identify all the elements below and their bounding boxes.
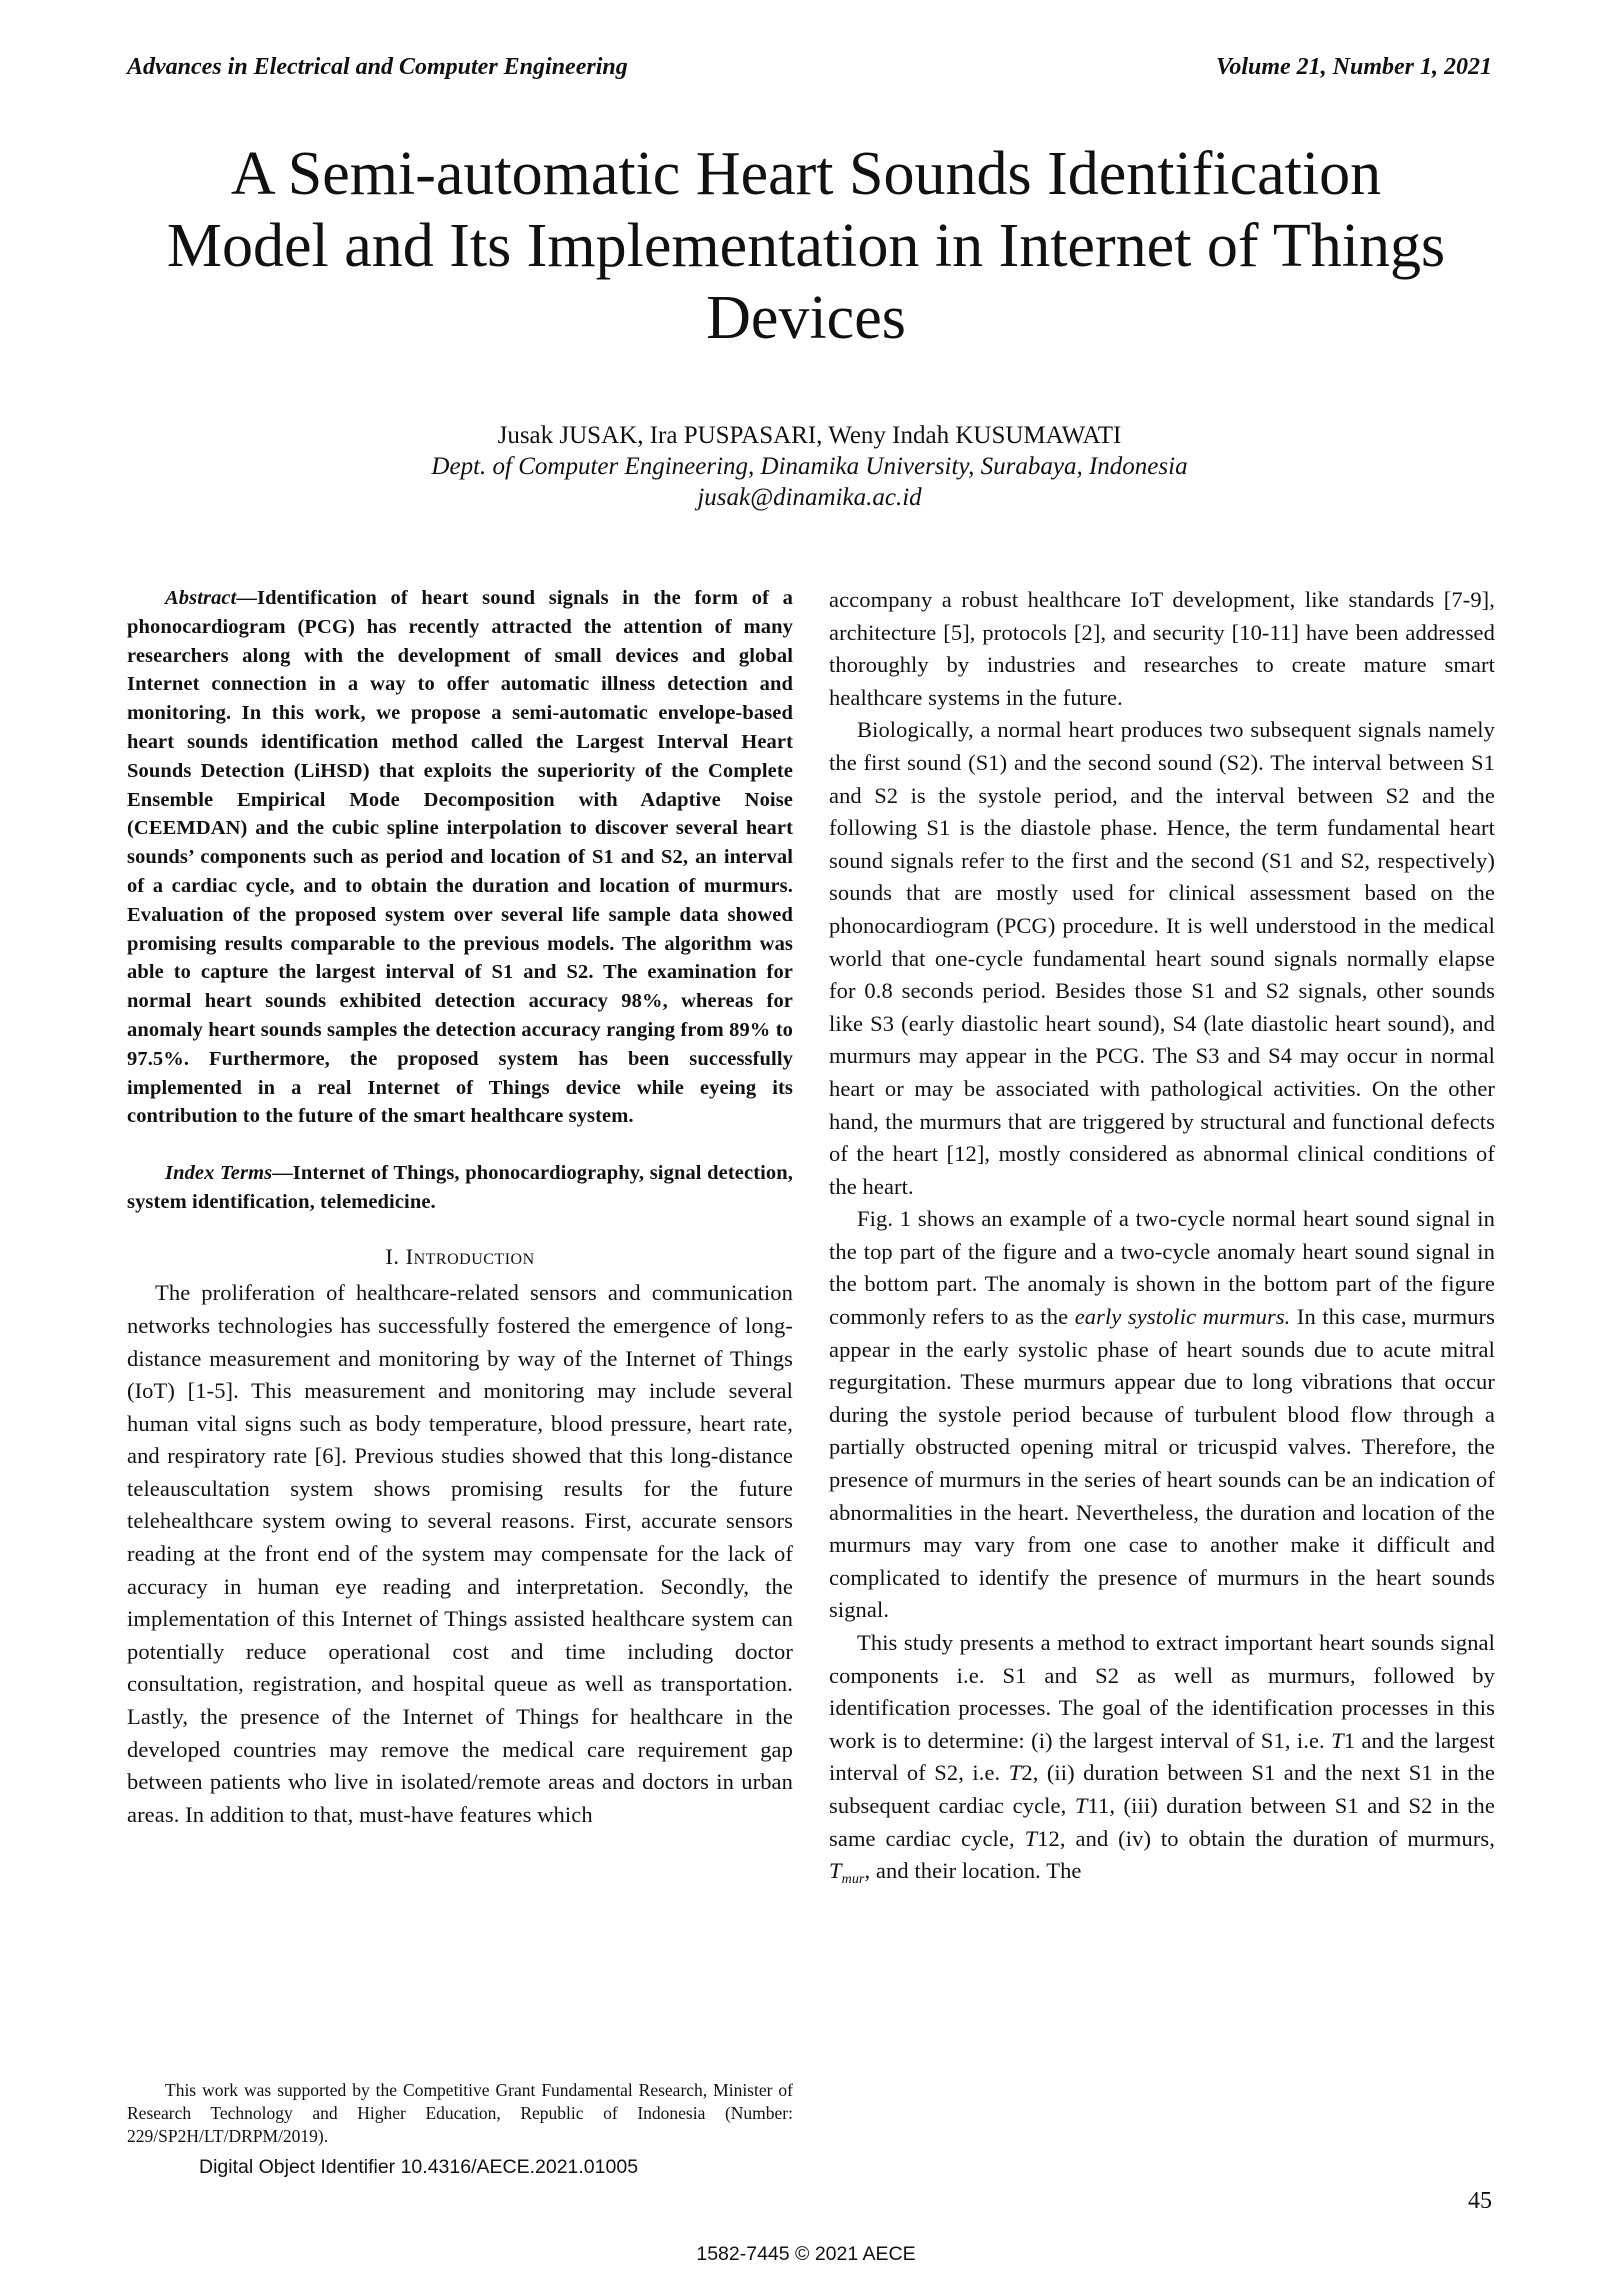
text-run: , (iii) duration between S1 and S2 in the same cardiac cycle, (829, 1792, 1495, 1851)
math-index: 11 (1087, 1792, 1110, 1818)
running-header (127, 54, 1492, 88)
journal-name: Advances in Electrical and Computer Engineering (127, 54, 628, 80)
math-symbol-t1: T (1331, 1727, 1344, 1753)
author-affiliation: Dept. of Computer Engineering, Dinamika University, Surabaya, Indonesia (431, 453, 1188, 480)
text-run: In this case, murmurs appear in the early systolic phase of heart sounds due to acute mitral regurgitation. These murmurs appear due to long vibrations that occur during the systole period because of turbulent blood flow through a partially obstructed opening mitral or tricuspid valves. Therefore, the presence of murmurs in the series of heart sounds can be an indication of abnormalities in the heart. Nevertheless, the duration and location of the murmurs may vary from one case to another make it difficult and complicated to identify the presence of murmurs in the heart sounds signal. (829, 1304, 1495, 1623)
doi-line: Digital Object Identifier 10.4316/AECE.2021.01005 (199, 2156, 639, 2178)
math-subscript-mur: mur (841, 1872, 865, 1888)
text-run: , and (iv) to obtain the duration of murmurs, (1059, 1825, 1495, 1851)
math-index: 1 (1343, 1727, 1356, 1753)
intro-paragraph-2: accompany a robust healthcare IoT development, like standards [7-9], architecture [5], protocols [2], and security [10-11] have been addressed thoroughly by industries and researches to create mature smart healthcare systems in the future. (829, 587, 1495, 710)
intro-paragraph-3: Biologically, a normal heart produces two subsequent signals namely the first sound (S1) and the second sound (S2). The interval between S1 and S2 is the systole period, and the interval between S2 and the following S1 is the diastole phase. Hence, the term fundamental heart sound signals refer to the first and the second (S1 and S2, respectively) sounds that are mostly used for clinical assessment based on the phonocardiogram (PCG) procedure. It is well understood in the medical world that one-cycle fundamental heart sound signals normally elapse for 0.8 seconds period. Besides those S1 and S2 signals, other sounds like S3 (early diastolic heart sound), S4 (late diastolic heart sound), and murmurs may appear in the PCG. The S3 and S4 may occur in normal heart or may be associated with pathological activities. On the other hand, the murmurs that are triggered by structural and functional defects of the heart [12], mostly considered as abnormal clinical conditions of the heart. (829, 717, 1495, 1199)
math-symbol-t12: T (1024, 1825, 1038, 1851)
issn-line: 1582-7445 © 2021 AECE (696, 2243, 916, 2265)
text-run: This study presents a method to extract important heart sounds signal components i.e. S1 and S2 as well as murmurs, followed by identification processes. The goal of the identification processes in this work is to determine: (i) the largest interval of S1, i.e. (829, 1630, 1495, 1753)
intro-paragraph-5 (829, 1627, 1495, 1897)
paper-title: A Semi-automatic Heart Sounds Identification Model and Its Implementation in Internet of Things Devices (166, 140, 1446, 352)
text-run: , (ii) duration between S1 and the next S1 in the subsequent cardiac cycle, (829, 1760, 1495, 1818)
volume-info: Volume 21, Number 1, 2021 (1215, 54, 1492, 80)
text-run: , and their location. The (864, 1858, 1082, 1884)
math-index: 12 (1037, 1825, 1060, 1851)
text-run: and the largest interval of S2, i.e. (829, 1727, 1495, 1786)
author-block (127, 420, 1492, 513)
left-column (127, 584, 793, 1831)
author-names: Jusak JUSAK, Ira PUSPASARI, Weny Indah KUSUMAWATI (497, 422, 1122, 449)
index-terms (127, 1159, 793, 1217)
intro-paragraph-1: The proliferation of healthcare-related sensors and communication networks technologies has successfully fostered the emergence of long-distance measurement and monitoring by way of the Internet of Things (IoT) [1-5]. This measurement and monitoring may include several human vital signs such as body temperature, blood pressure, heart rate, and respiratory rate [6]. Previous studies showed that this long-distance teleauscultation system shows promising results for the future telehealthcare system owing to several reasons. First, accurate sensors reading at the front end of the system may compensate for the lack of accuracy in human eye reading and interpretation. Secondly, the implementation of this Internet of Things assisted healthcare system can potentially reduce operational cost and time including doctor consultation, registration, and hospital queue as well as transportation. Lastly, the presence of the Internet of Things for healthcare in the developed countries may remove the medical care requirement gap between patients who live in isolated/remote areas and doctors in urban areas. In addition to that, must-have features which (127, 1280, 793, 1827)
index-terms-text: —Internet of Things, phonocardiography, signal detection, system identification, telemedicine. (127, 1162, 793, 1213)
intro-paragraph-4 (829, 1203, 1495, 1627)
abstract-lead: Abstract (165, 587, 237, 609)
right-column (829, 584, 1495, 1897)
abstract (127, 584, 793, 1131)
author-email: jusak@dinamika.ac.id (697, 484, 922, 511)
math-symbol-t11: T (1074, 1792, 1088, 1818)
math-symbol-t2: T (1008, 1760, 1022, 1786)
math-index: 2 (1021, 1760, 1033, 1786)
funding-footnote: This work was supported by the Competitive Grant Fundamental Research, Minister of Research Technology and Higher Education, Republic of Indonesia (Number: 229/SP2H/LT/DRPM/2019). (127, 2080, 793, 2146)
page-number: 45 (1468, 2188, 1492, 2214)
section-heading-introduction: I. Introduction (385, 1243, 535, 1269)
math-symbol-tmur: T (829, 1858, 842, 1884)
text-run: Fig. 1 shows an example of a two-cycle normal heart sound signal in the top part of the figure and a two-cycle anomaly heart sound signal in the bottom part. The anomaly is shown in the bottom part of the figure commonly refers to as the (829, 1206, 1495, 1330)
index-terms-lead: Index Terms (165, 1162, 273, 1185)
abstract-text: —Identification of heart sound signals in the form of a phonocardiogram (PCG) has recently attracted the attention of many researchers along with the development of small devices and global Internet connection in a way to offer automatic illness detection and monitoring. In this work, we propose a semi-automatic envelope-based heart sounds identification method called the Largest Interval Heart Sounds Detection (LiHSD) that exploits the superiority of the Complete Ensemble Empirical Mode Decomposition with Adaptive Noise (CEEMDAN) and the cubic spline interpolation to discover several heart sounds’ components such as period and location of S1 and S2, an interval of a cardiac cycle, and to obtain the duration and location of murmurs. Evaluation of the proposed system over several life sample data showed promising results comparable to the previous models. The algorithm was able to capture the largest interval of S1 and S2. The examination for normal heart sounds exhibited detection accuracy 98%, whereas for anomaly heart sounds samples the detection accuracy ranging from 89% to 97.5%. Furthermore, the proposed system has been successfully implemented in a real Internet of Things device while eyeing its contribution to the future of the smart healthcare system. (127, 587, 793, 1128)
emphasis-text: early systolic murmurs. (1074, 1304, 1291, 1330)
